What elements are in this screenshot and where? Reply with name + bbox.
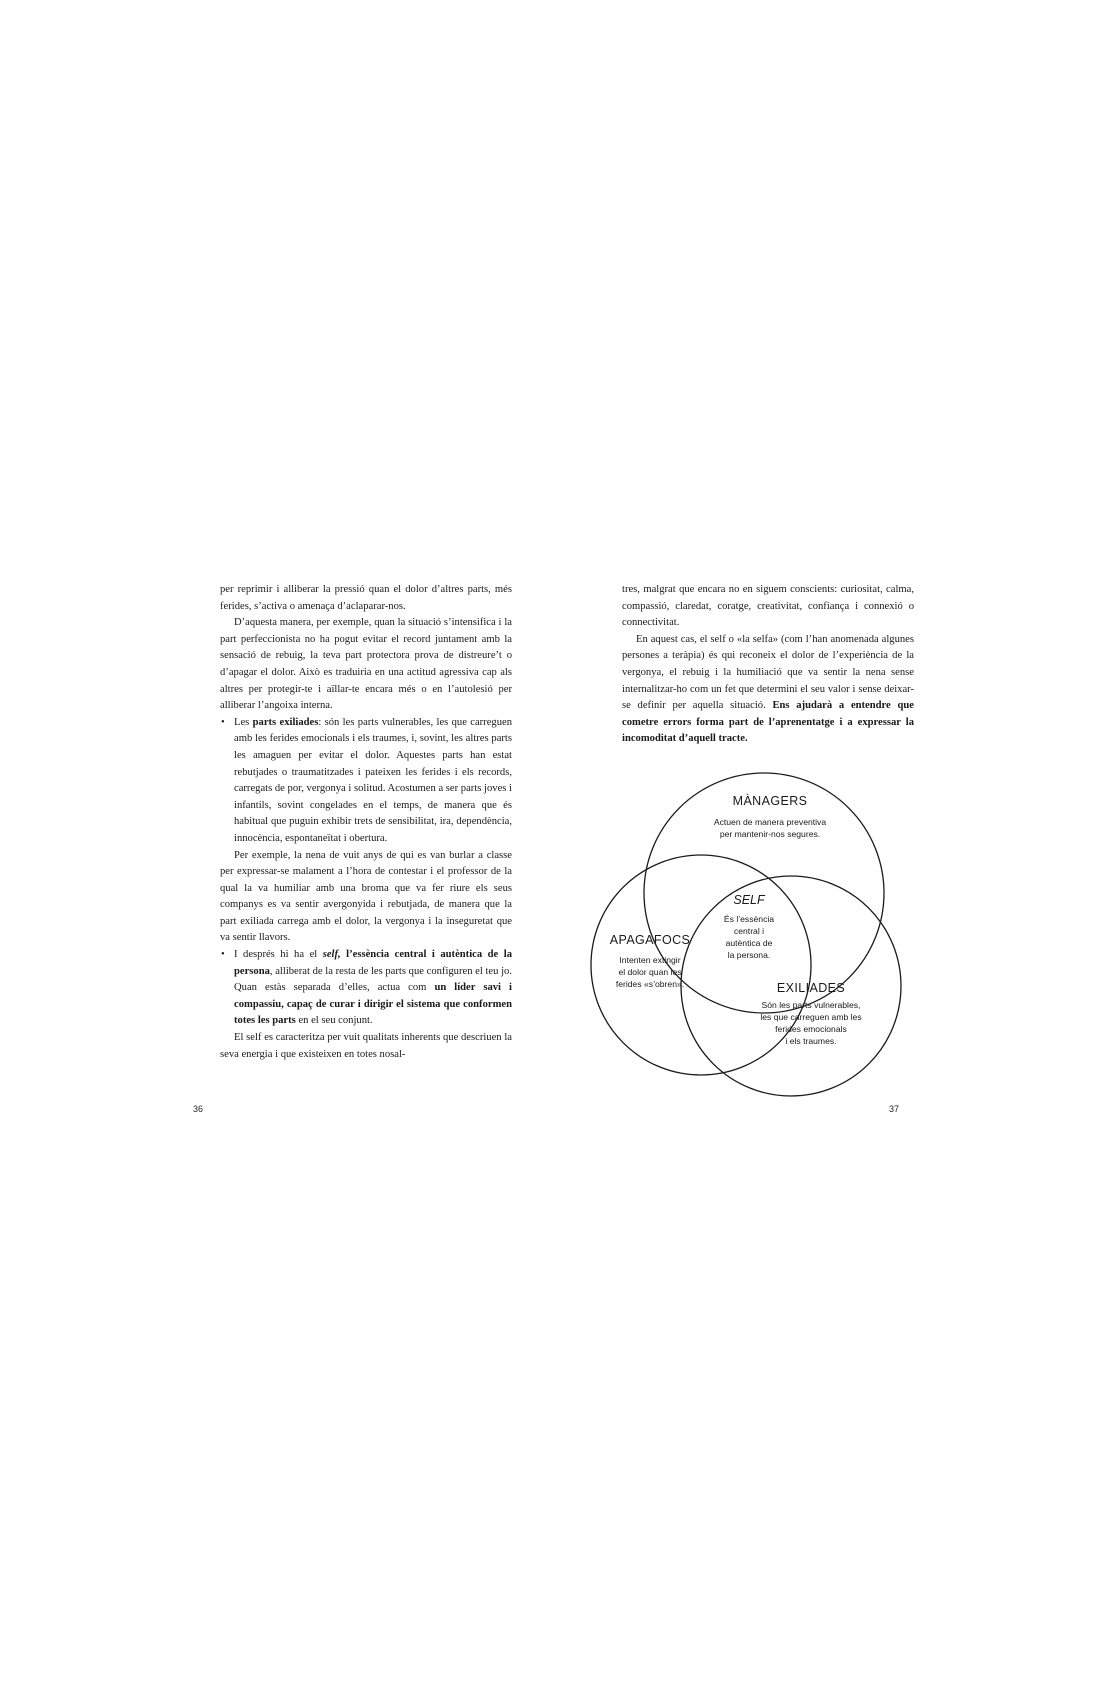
bullet-marker: • (221, 949, 225, 961)
apagafocs-title: APAGAFOCS (609, 933, 691, 947)
self-desc-line: central i (733, 926, 765, 936)
managers-desc-line: per mantenir-nos segures. (719, 829, 821, 839)
bullet-text: I després hi ha el (234, 949, 323, 961)
apagafocs-desc-line: el dolor quan les (618, 967, 682, 977)
paragraph: per reprimir i alliberar la pressió quan el dolor d’altres parts, més ferides, s’activa o amenaça d’aclaparar-nos. (220, 584, 512, 612)
paragraph: El self es caracteritza per vuit qualitats inherents que descriuen la seva energia i que existeixen en totes nosal- (220, 1032, 512, 1060)
bullet-text: : són les parts vulnerables, les que carreguen amb les ferides emocionals i els traumes, i, sovint, les altres parts les amaguen per evitar el dolor. Aquestes parts han estat rebutjades o traumatitzades i pateixen les ferides i els records, carregats de por, vergonya i solitud. Acostumen a ser parts joves i infantils, sovint congelades en el temps, de manera que és habitual que puguin exhibir trets de sensibilitat, ira, dependència, innocència, espontaneïtat i obertura. (234, 716, 512, 844)
bullet-term: l’essència central i autèntica de la persona (234, 949, 512, 977)
page-number-right: 37 (889, 1104, 900, 1114)
bullet-marker: • (221, 716, 225, 728)
managers-title: MÀNAGERS (732, 794, 808, 808)
bullet-term: parts exiliades (252, 716, 319, 728)
apagafocs-desc-line: Intenten extingir (619, 955, 681, 965)
bullet-emphasis: un líder savi i compassiu, capaç de curar i dirigir el sistema que conformen totes les parts (234, 982, 512, 1027)
exiliades-desc-line: les que carreguen amb les (760, 1012, 862, 1022)
exiliades-desc-line: ferides emocionals (775, 1024, 847, 1034)
bullet-term-self: self, (322, 949, 341, 961)
self-desc-line: autèntica de (725, 938, 773, 948)
paragraph-text: En aquest cas, el self o «la selfa» (com l’han anomenada algunes persones a teràpia) és qui reconeix el dolor de l’experiència de la vergonya, el rebuig i la humiliació que va sentir la nena sense internalitzar-ho com un fet que determini el seu valor i sense deixar-se definir per aquella situació. (622, 633, 914, 712)
bullet-text: Les (234, 716, 253, 728)
managers-desc-line: Actuen de manera preventiva (713, 817, 827, 827)
self-desc-line: la persona. (727, 950, 771, 960)
paragraph: D’aquesta manera, per exemple, quan la situació s’intensifica i la part perfeccionista no ha pogut evitar el record juntament amb la sensació de rebuig, la teva part protectora prova de distreure’t o d’apagar el dolor. Això es traduiria en una actitud agressiva cap als altres per protegir-te i aïllar-te encara més o en l’autolesió per alliberar l’angoixa interna. (220, 617, 512, 712)
paragraph: tres, malgrat que encara no en siguem conscients: curiositat, calma, compassió, claredat, coratge, creativitat, confiança i connexió o connectivitat. (622, 584, 914, 629)
self-desc-line: És l’essència (723, 914, 775, 924)
bullet-text: en el seu conjunt. (295, 1015, 373, 1027)
paragraph: Per exemple, la nena de vuit anys de qui es van burlar a classe per expressar-se malament a l’hora de contestar i el professor de la qual la va humiliar amb una broma que va fer riure els seus companys es va sentir avergonyida i rebutjada, de manera que la part exiliada carrega amb el dolor, la vergonya i la inseguretat que va sentir llavors. (220, 849, 512, 944)
paragraph-emphasis: Ens ajudarà a entendre que cometre errors forma part de l’aprenentatge i a expressar la incomoditat d’aquell tracte. (622, 700, 914, 745)
exiliades-title: EXILIADES (776, 981, 846, 995)
self-title: SELF (733, 893, 765, 907)
page-number-left: 36 (193, 1104, 204, 1114)
bullet-text: , alliberat de la resta de les parts que configuren el teu jo. Quan estàs separada d’elles, actua com (234, 965, 512, 994)
exiliades-desc-line: Són les parts vulnerables, (761, 1000, 861, 1010)
exiliades-desc-line: i els traumes. (785, 1036, 837, 1046)
circle-apagafocs (591, 855, 811, 1075)
apagafocs-desc-line: ferides «s’obren». (615, 979, 685, 989)
